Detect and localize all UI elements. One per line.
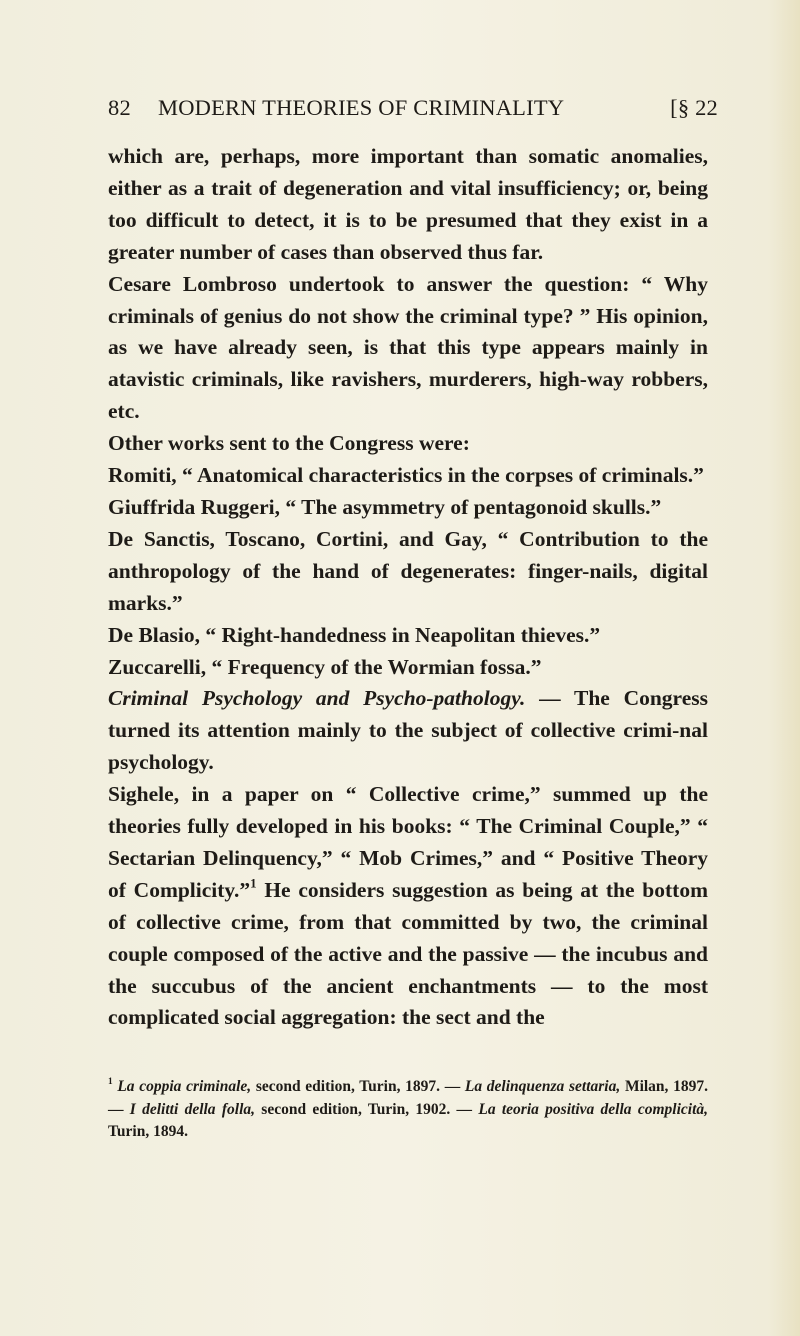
paragraph: De Blasio, “ Right-handedness in Neapolitan thieves.” [108,622,601,647]
paragraph: Cesare Lombroso undertook to answer the question: “ Why criminals of genius do not show the criminal type? ” His opinion, as we have already seen, is that this type appears mainly in atavistic criminals, like ravishers, murderers, high-way robbers, etc. [108,271,708,424]
footnote-title: La teoria positiva della complicità, [478,1100,708,1118]
footnote-reference: 1 [250,876,257,891]
paragraph: which are, perhaps, more important than somatic anomalies, either as a trait of degeneration and vital insufficiency; or, being too difficult to detect, it is to be presumed that they exist in a greater number of cases than observed thus far. [108,144,708,264]
paragraph: Romiti, “ Anatomical characteristics in the corpses of criminals.” [108,463,704,488]
paragraph-text: Sighele, in a paper on “ Collective crime,” summed up the theories fully developed in his books: “ The Criminal Couple,” “ Sectarian Delinquency,” “ Mob Crimes,” and “ Positive Theory of Complicity.” [108,782,708,902]
footnote [108,1076,708,1144]
paragraph: Zuccarelli, “ Frequency of the Wormian fossa.” [108,654,542,679]
footnote-marker: 1 [108,1077,113,1088]
running-title: MODERN THEORIES OF CRIMINALITY [158,95,565,120]
footnote-text: second edition, Turin, 1897. — [251,1078,465,1095]
paragraph-text: — The Congress turned its attention mainly to the subject of collective crimi-nal psychology. [108,686,708,775]
section-marker: [§ 22 [670,95,718,120]
section-heading: Criminal Psychology and Psycho-pathology. [108,686,526,711]
paragraph: Giuffrida Ruggeri, “ The asymmetry of pentagonoid skulls.” [108,494,662,519]
page-number: 82 [108,95,131,120]
body-text [108,141,708,1034]
footnote-title: I delitti della folla, [129,1100,255,1118]
footnote-text: second edition, Turin, 1902. — [255,1100,479,1118]
footnote-text: Milan, 1897. — [108,1078,708,1118]
paragraph [108,683,708,779]
paragraph: De Sanctis, Toscano, Cortini, and Gay, “ Contribution to the anthropology of the hand of degenerates: finger-nails, digital marks.” [108,526,708,615]
paragraph-text: He considers suggestion as being at the bottom of collective crime, from that committed by two, the criminal couple composed of the active and the passive — the incubus and the succubus of the ancient enchantments — to the most complicated social aggregation: the sect and the [108,877,708,1030]
paragraph [108,779,708,1034]
footnote-title: La delinquenza settaria, [464,1078,621,1095]
footnote-title: La coppia criminale, [117,1078,252,1095]
paragraph: Other works sent to the Congress were: [108,431,470,456]
footnote-text: Turin, 1894. [108,1123,188,1140]
running-header [108,95,718,125]
